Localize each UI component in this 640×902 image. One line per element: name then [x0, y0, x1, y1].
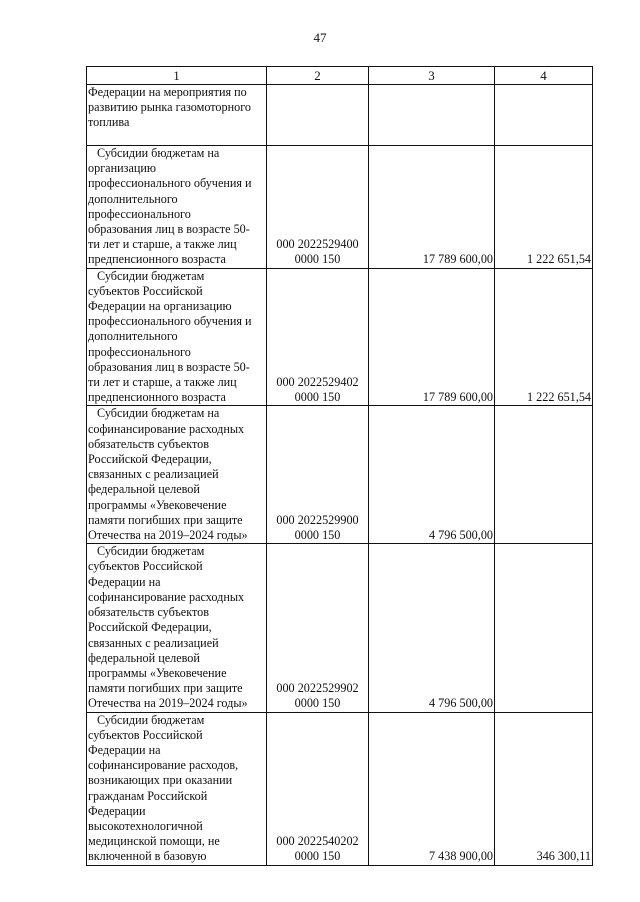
row-amount-col3: 17 789 600,00 [369, 146, 495, 269]
row-name: Субсидии бюджетам субъектов Российской Федерации на организацию профессионального обучения и дополнительного профессионального образования лиц в возрасте 50- ти лет и старше, а также лиц предпенсионного возраста [87, 268, 267, 406]
budget-table [86, 66, 593, 866]
row-name: Субсидии бюджетам на организацию профессионального обучения и дополнительного профессионального образования лиц в возрасте 50- ти лет и старше, а также лиц предпенсионного возраста [87, 146, 267, 269]
row-amount-col3 [369, 85, 495, 146]
header-row [87, 67, 593, 85]
table-row [87, 712, 593, 865]
table-header [87, 67, 593, 85]
row-code: 000 2022529902 0000 150 [267, 544, 369, 712]
header-col-2: 2 [267, 67, 369, 85]
row-code: 000 2022529900 0000 150 [267, 406, 369, 544]
row-amount-col4 [495, 85, 593, 146]
row-name: Субсидии бюджетам субъектов Российской Федерации на софинансирование расходов, возникающих при оказании гражданам Российской Федерации высокотехнологичной медицинской помощи, не включенной в базовую [87, 712, 267, 865]
row-amount-col3: 4 796 500,00 [369, 544, 495, 712]
header-col-3: 3 [369, 67, 495, 85]
row-amount-col4 [495, 544, 593, 712]
row-name: Субсидии бюджетам субъектов Российской Федерации на софинансирование расходных обязательств субъектов Российской Федерации, связанных с реализацией федеральной целевой программы «Увековечение памяти погибших при защите Отечества на 2019–2024 годы» [87, 544, 267, 712]
header-col-4: 4 [495, 67, 593, 85]
table-row [87, 85, 593, 146]
row-code [267, 85, 369, 146]
row-code: 000 2022529402 0000 150 [267, 268, 369, 406]
row-code: 000 2022540202 0000 150 [267, 712, 369, 865]
row-amount-col3: 17 789 600,00 [369, 268, 495, 406]
table-row [87, 268, 593, 406]
row-amount-col3: 7 438 900,00 [369, 712, 495, 865]
row-name: Субсидии бюджетам на софинансирование расходных обязательств субъектов Российской Федерации, связанных с реализацией федеральной целевой программы «Увековечение памяти погибших при защите Отечества на 2019–2024 годы» [87, 406, 267, 544]
row-amount-col3: 4 796 500,00 [369, 406, 495, 544]
header-col-1: 1 [87, 67, 267, 85]
table-row [87, 544, 593, 712]
row-amount-col4: 346 300,11 [495, 712, 593, 865]
table-row [87, 146, 593, 269]
table-row [87, 406, 593, 544]
row-name: Федерации на мероприятия по развитию рынка газомоторного топлива [87, 85, 267, 146]
row-amount-col4: 1 222 651,54 [495, 146, 593, 269]
table-body [87, 85, 593, 866]
page-number: 47 [313, 30, 327, 45]
row-amount-col4: 1 222 651,54 [495, 268, 593, 406]
row-amount-col4 [495, 406, 593, 544]
row-code: 000 2022529400 0000 150 [267, 146, 369, 269]
